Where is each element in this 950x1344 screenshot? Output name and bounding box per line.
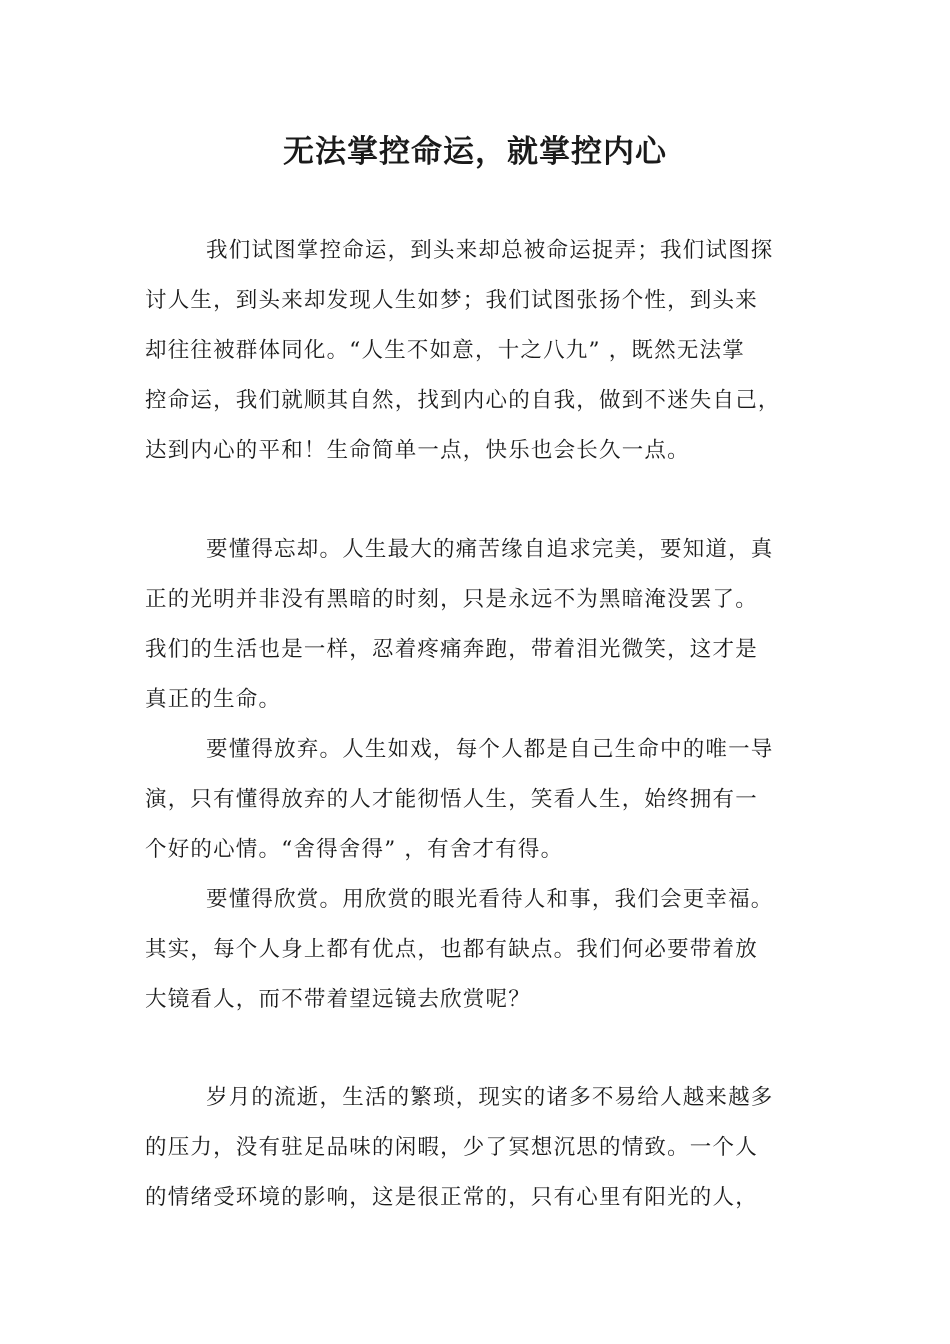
paragraph-1-line-4: 控命运，我们就顺其自然，找到内心的自我，做到不迷失自己， (145, 388, 781, 413)
paragraph-5-line-2: 的压力，没有驻足品味的闲暇，少了冥想沉思的情致。一个人 (145, 1135, 758, 1160)
document-title: 无法掌控命运，就掌控内心 (283, 134, 667, 170)
paragraph-1-line-3: 却往往被群体同化。“人生不如意，十之八九” ，既然无法掌 (145, 338, 745, 363)
paragraph-1-line-1: 我们试图掌控命运，到头来却总被命运捉弄；我们试图探 (206, 238, 774, 263)
paragraph-5-line-1: 岁月的流逝，生活的繁琐，现实的诸多不易给人越来越多 (206, 1085, 774, 1110)
paragraph-2-line-3: 我们的生活也是一样，忍着疼痛奔跑，带着泪光微笑，这才是 (145, 637, 758, 662)
paragraph-3-line-2: 演，只有懂得放弃的人才能彻悟人生，笑看人生，始终拥有一 (145, 787, 758, 812)
paragraph-2-line-2: 正的光明并非没有黑暗的时刻，只是永远不为黑暗淹没罢了。 (145, 587, 758, 612)
paragraph-4-line-3: 大镜看人，而不带着望远镜去欣赏呢？ (145, 987, 531, 1012)
paragraph-4-line-2: 其实，每个人身上都有优点，也都有缺点。我们何必要带着放 (145, 937, 758, 962)
paragraph-4-line-1: 要懂得欣赏。用欣赏的眼光看待人和事，我们会更幸福。 (206, 887, 774, 912)
paragraph-5-line-3: 的情绪受环境的影响，这是很正常的，只有心里有阳光的人， (145, 1185, 758, 1210)
paragraph-1-line-2: 讨人生，到头来却发现人生如梦；我们试图张扬个性，到头来 (145, 288, 758, 313)
paragraph-2-line-1: 要懂得忘却。人生最大的痛苦缘自追求完美，要知道，真 (206, 537, 774, 562)
paragraph-2-line-4: 真正的生命。 (145, 687, 282, 712)
paragraph-3-line-3: 个好的心情。“舍得舍得” ，有舍才有得。 (145, 837, 564, 862)
paragraph-3-line-1: 要懂得放弃。人生如戏，每个人都是自己生命中的唯一导 (206, 737, 774, 762)
paragraph-1-line-5: 达到内心的平和！生命简单一点，快乐也会长久一点。 (145, 438, 690, 463)
